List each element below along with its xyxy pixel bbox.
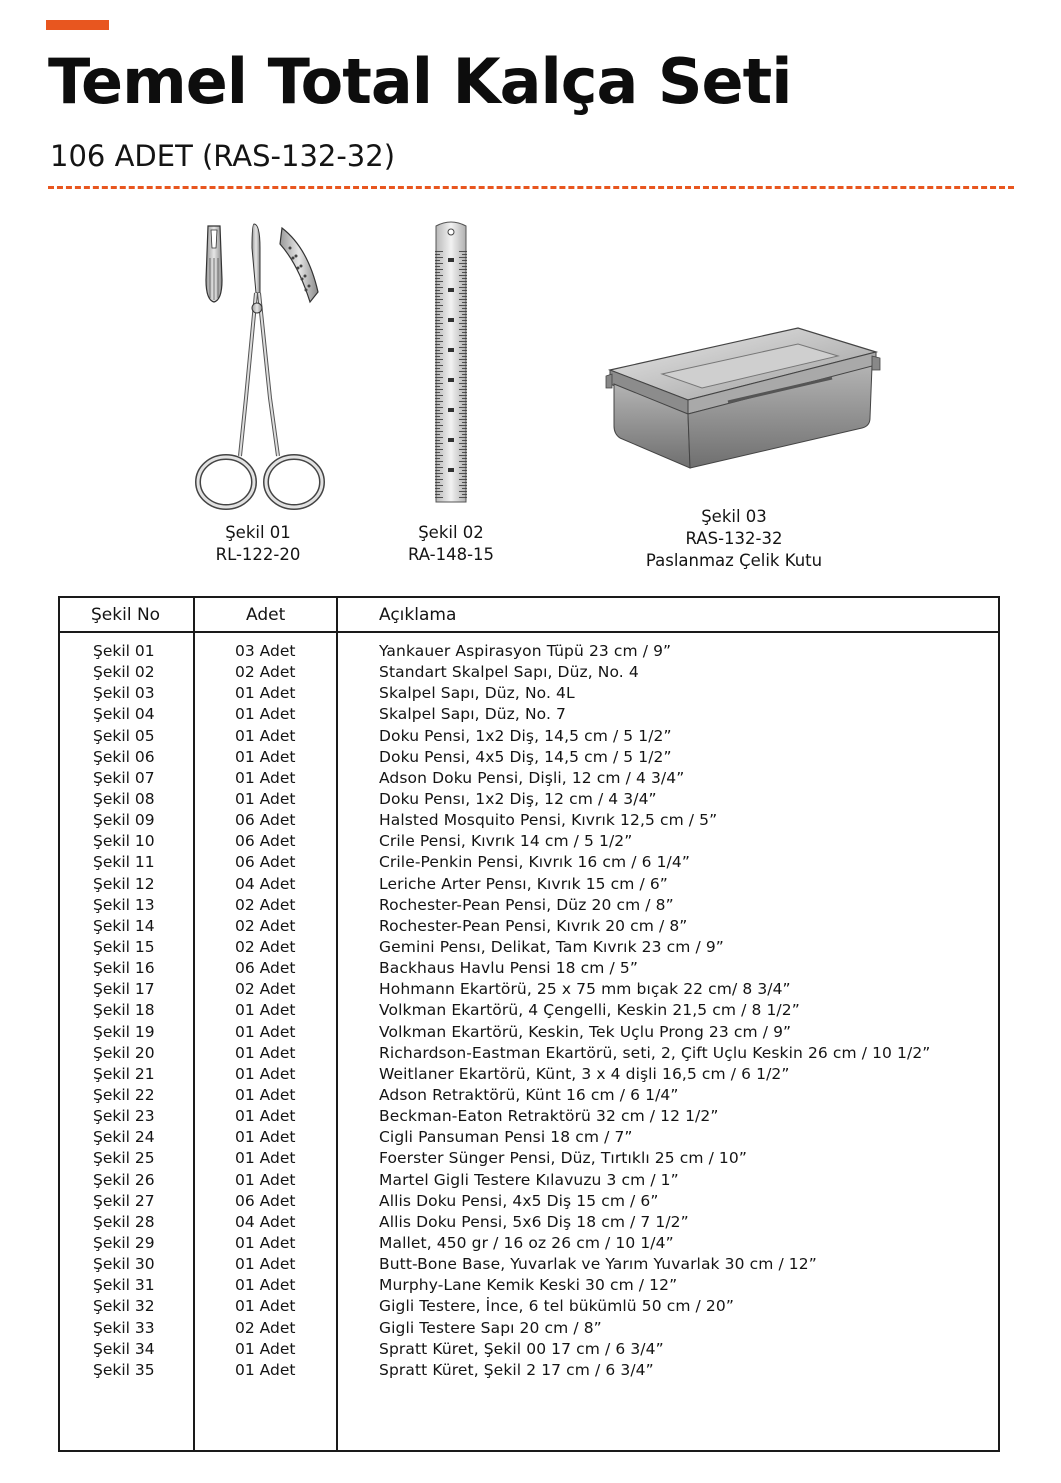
row-quantity: 01 Adet [235,1297,296,1316]
row-description: Beckman-Eaton Retraktörü 32 cm / 12 1/2” [379,1107,719,1126]
row-description: Yankauer Aspirasyon Tüpü 23 cm / 9” [379,642,672,660]
table-row [60,937,998,958]
row-description: Richardson-Eastman Ekartörü, seti, 2, Çift Uçlu Keskin 26 cm / 10 1/2” [379,1043,931,1062]
table-row [60,1170,998,1191]
table-row [60,747,998,768]
figure-description: Paslanmaz Çelik Kutu [645,551,823,570]
row-quantity: 01 Adet [235,684,296,703]
row-quantity: 02 Adet [235,980,296,999]
table-row [60,852,998,873]
row-quantity: 01 Adet [235,1107,296,1126]
needle-holder-icon [190,218,330,513]
row-description: Butt-Bone Base, Yuvarlak ve Yarım Yuvarlak 30 cm / 12” [379,1255,817,1274]
table-row [60,1233,998,1254]
table-row [60,1085,998,1106]
row-quantity: 01 Adet [235,1339,296,1358]
row-figure-no: Şekil 07 [93,768,155,787]
row-quantity: 01 Adet [235,768,296,787]
table-row [60,1254,998,1275]
row-quantity: 01 Adet [235,1255,296,1274]
row-figure-no: Şekil 27 [93,1191,155,1210]
row-description: Gemini Pensı, Delikat, Tam Kıvrık 23 cm / 9” [379,937,724,956]
table-row [60,979,998,1000]
table-row [60,1000,998,1021]
row-figure-no: Şekil 09 [93,811,155,830]
table-row [60,958,998,979]
row-quantity: 01 Adet [235,1233,296,1252]
row-description: Doku Pensi, 4x5 Diş, 14,5 cm / 5 1/2” [379,747,672,766]
row-description: Rochester-Pean Pensi, Düz 20 cm / 8” [379,895,674,914]
table-row [60,662,998,683]
row-description: Halsted Mosquito Pensi, Kıvrık 12,5 cm / 5” [379,811,718,830]
row-figure-no: Şekil 01 [93,642,155,660]
table-row [60,1127,998,1148]
row-description: Crile Pensi, Kıvrık 14 cm / 5 1/2” [379,832,633,851]
row-description: Standart Skalpel Sapı, Düz, No. 4 [379,663,639,682]
row-figure-no: Şekil 10 [93,832,155,851]
row-figure-no: Şekil 31 [93,1276,155,1295]
row-description: Mallet, 450 gr / 16 oz 26 cm / 10 1/4” [379,1233,674,1252]
row-description: Doku Pensı, 1x2 Diş, 12 cm / 4 3/4” [379,789,657,808]
row-figure-no: Şekil 33 [93,1318,155,1337]
row-description: Allis Doku Pensi, 5x6 Diş 18 cm / 7 1/2” [379,1212,689,1231]
table-row [60,1106,998,1127]
row-quantity: 06 Adet [235,811,296,830]
table-row [60,789,998,810]
row-quantity: 02 Adet [235,937,296,956]
figure-code: RA-148-15 [407,545,495,564]
figure-code: RAS-132-32 [685,529,783,548]
row-figure-no: Şekil 30 [93,1255,155,1274]
row-quantity: 02 Adet [235,916,296,935]
table-row [60,810,998,831]
figure-code: RL-122-20 [215,545,301,564]
row-figure-no: Şekil 04 [93,705,155,724]
table-row [60,1022,998,1043]
row-figure-no: Şekil 17 [93,980,155,999]
figure-label: Şekil 01 [225,523,291,542]
table-row [60,683,998,704]
dashed-divider [48,186,1014,189]
row-description: Spratt Küret, Şekil 00 17 cm / 6 3/4” [379,1339,664,1358]
row-figure-no: Şekil 18 [93,1001,155,1020]
row-figure-no: Şekil 32 [93,1297,155,1316]
column-header-desc: Açıklama [379,605,457,625]
row-figure-no: Şekil 35 [93,1360,155,1379]
ruler-icon [432,218,470,506]
table-body [60,641,998,1381]
row-description: Foerster Sünger Pensi, Düz, Tırtıklı 25 cm / 10” [379,1149,747,1168]
row-figure-no: Şekil 22 [93,1085,155,1104]
row-description: Gigli Testere Sapı 20 cm / 8” [379,1318,602,1337]
table-row [60,1064,998,1085]
row-quantity: 01 Adet [235,1064,296,1083]
header-rule [60,631,998,633]
row-figure-no: Şekil 11 [93,853,155,872]
row-description: Backhaus Havlu Pensi 18 cm / 5” [379,959,638,978]
row-description: Adson Doku Pensi, Dişli, 12 cm / 4 3/4” [379,768,685,787]
table-row [60,641,998,662]
row-quantity: 01 Adet [235,1043,296,1062]
row-figure-no: Şekil 15 [93,937,155,956]
figure-02 [432,218,470,506]
row-quantity: 01 Adet [235,1085,296,1104]
row-quantity: 01 Adet [235,1128,296,1147]
row-figure-no: Şekil 16 [93,959,155,978]
row-figure-no: Şekil 06 [93,747,155,766]
row-quantity: 02 Adet [235,895,296,914]
figure-03 [602,322,882,472]
table-row [60,916,998,937]
table-row [60,1296,998,1317]
row-figure-no: Şekil 13 [93,895,155,914]
table-row [60,1191,998,1212]
row-quantity: 01 Adet [235,1170,296,1189]
row-description: Spratt Küret, Şekil 2 17 cm / 6 3/4” [379,1360,654,1379]
row-description: Adson Retraktörü, Künt 16 cm / 6 1/4” [379,1085,679,1104]
row-figure-no: Şekil 02 [93,663,155,682]
figure-label: Şekil 02 [418,523,484,542]
row-figure-no: Şekil 25 [93,1149,155,1168]
table-row [60,1275,998,1296]
row-figure-no: Şekil 05 [93,726,155,745]
page-title: Temel Total Kalça Seti [48,45,792,118]
row-quantity: 01 Adet [235,789,296,808]
table-row [60,1360,998,1381]
page-subtitle: 106 ADET (RAS-132-32) [50,139,396,173]
row-quantity: 06 Adet [235,959,296,978]
figure-03-caption [634,506,834,572]
column-header-no: Şekil No [91,605,161,625]
steel-box-icon [602,322,882,472]
table-row [60,874,998,895]
figure-02-caption [392,522,510,566]
table-row [60,768,998,789]
table-row [60,1212,998,1233]
table-row [60,726,998,747]
row-quantity: 01 Adet [235,1022,296,1041]
row-description: Crile-Penkin Pensi, Kıvrık 16 cm / 6 1/4” [379,853,690,872]
table-row [60,895,998,916]
row-description: Murphy-Lane Kemik Keski 30 cm / 12” [379,1276,678,1295]
row-figure-no: Şekil 03 [93,684,155,703]
row-quantity: 01 Adet [235,1360,296,1379]
row-description: Doku Pensi, 1x2 Diş, 14,5 cm / 5 1/2” [379,726,672,745]
row-quantity: 01 Adet [235,705,296,724]
row-description: Gigli Testere, İnce, 6 tel bükümlü 50 cm / 20” [379,1297,734,1316]
row-quantity: 02 Adet [235,1318,296,1337]
row-description: Allis Doku Pensi, 4x5 Diş 15 cm / 6” [379,1191,659,1210]
table-row [60,1339,998,1360]
row-figure-no: Şekil 34 [93,1339,155,1358]
row-quantity: 01 Adet [235,726,296,745]
row-figure-no: Şekil 20 [93,1043,155,1062]
row-quantity: 06 Adet [235,853,296,872]
row-figure-no: Şekil 14 [93,916,155,935]
table-row [60,831,998,852]
figure-label: Şekil 03 [701,507,767,526]
row-description: Cigli Pansuman Pensi 18 cm / 7” [379,1128,633,1147]
row-description: Skalpel Sapı, Düz, No. 7 [379,705,566,724]
row-quantity: 03 Adet [235,642,296,660]
figure-01-caption [198,522,318,566]
row-quantity: 06 Adet [235,1191,296,1210]
row-quantity: 01 Adet [235,1276,296,1295]
row-description: Leriche Arter Pensı, Kıvrık 15 cm / 6” [379,874,668,893]
row-figure-no: Şekil 19 [93,1022,155,1041]
row-description: Volkman Ekartörü, 4 Çengelli, Keskin 21,5 cm / 8 1/2” [379,1001,800,1020]
row-quantity: 01 Adet [235,1149,296,1168]
accent-bar [46,20,109,30]
row-description: Martel Gigli Testere Kılavuzu 3 cm / 1” [379,1170,679,1189]
row-description: Volkman Ekartörü, Keskin, Tek Uçlu Prong 23 cm / 9” [379,1022,792,1041]
table-row [60,1043,998,1064]
row-figure-no: Şekil 08 [93,789,155,808]
figure-01 [190,218,330,513]
row-figure-no: Şekil 23 [93,1107,155,1126]
row-quantity: 01 Adet [235,1001,296,1020]
row-figure-no: Şekil 24 [93,1128,155,1147]
row-quantity: 04 Adet [235,1212,296,1231]
row-quantity: 04 Adet [235,874,296,893]
table-row [60,704,998,725]
row-quantity: 01 Adet [235,747,296,766]
column-header-qty: Adet [246,605,286,625]
row-description: Weitlaner Ekartörü, Künt, 3 x 4 dişli 16,5 cm / 6 1/2” [379,1064,790,1083]
row-figure-no: Şekil 28 [93,1212,155,1231]
row-quantity: 06 Adet [235,832,296,851]
row-figure-no: Şekil 12 [93,874,155,893]
row-description: Skalpel Sapı, Düz, No. 4L [379,684,575,703]
table-row [60,1148,998,1169]
instrument-table [58,596,1000,1452]
row-description: Hohmann Ekartörü, 25 x 75 mm bıçak 22 cm/ 8 3/4” [379,980,791,999]
row-figure-no: Şekil 21 [93,1064,155,1083]
row-figure-no: Şekil 26 [93,1170,155,1189]
table-row [60,1318,998,1339]
row-figure-no: Şekil 29 [93,1233,155,1252]
row-description: Rochester-Pean Pensi, Kıvrık 20 cm / 8” [379,916,688,935]
row-quantity: 02 Adet [235,663,296,682]
